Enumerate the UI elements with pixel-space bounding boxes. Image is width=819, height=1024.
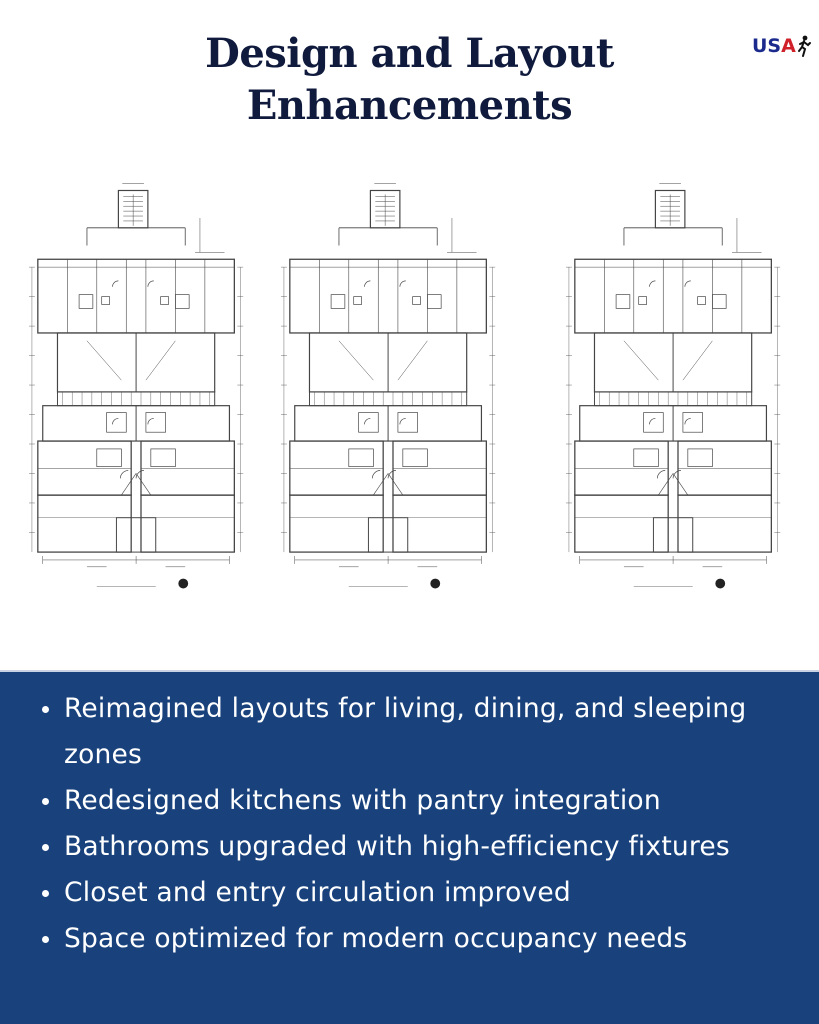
floor-plans: [0, 175, 819, 615]
usa-logo: US A: [752, 32, 811, 60]
floor-plan-1: [28, 175, 254, 600]
title-line-1: Design and Layout: [205, 30, 614, 77]
title-line-2: Enhancements: [246, 82, 573, 129]
runner-icon: [797, 35, 811, 57]
feature-item: Redesigned kitchens with pantry integration: [40, 778, 810, 824]
feature-item: Bathrooms upgraded with high-efficiency fixtures: [40, 824, 810, 870]
page-title: [0, 28, 819, 132]
features-panel: [0, 670, 819, 1024]
feature-item: Space optimized for modern occupancy needs: [40, 916, 810, 962]
feature-item: Closet and entry circulation improved: [40, 870, 810, 916]
floor-plan-2: [280, 175, 506, 600]
floor-plan-3: [565, 175, 791, 600]
feature-list: [40, 686, 810, 962]
feature-item: Reimagined layouts for living, dining, and sleeping zones: [40, 686, 810, 778]
logo-text: US: [752, 35, 782, 57]
